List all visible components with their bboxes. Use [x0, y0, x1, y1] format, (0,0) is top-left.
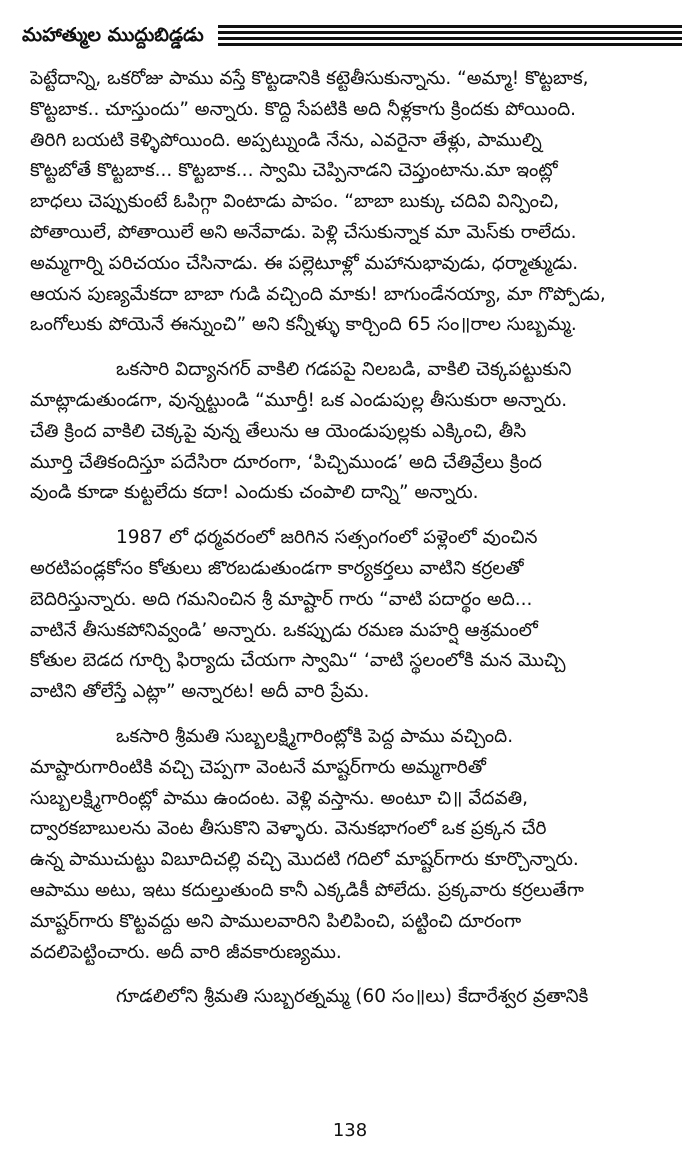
paragraph — [30, 523, 672, 708]
text-line: తిరిగి బయటి కెళ్ళిపోయింది. అప్పట్నుండి నేను, ఎవరైనా తేళ్లు, పాముల్ని — [30, 129, 542, 151]
body-text — [30, 64, 672, 1027]
text-line: మాట్లాడుతుండగా, వున్నట్టుండి “మూర్తీ! ఒక ఎండుపుల్ల తీసుకురా అన్నారు. — [30, 389, 568, 411]
page-number: 138 — [332, 1120, 368, 1141]
text-line: పెట్టేదాన్ని, ఒకరోజు పాము వస్తే కొట్టడానికి కట్టెతీసుకున్నాను. “అమ్మా! కొట్టబాక, — [30, 68, 589, 89]
text-line: ఒకసారి శ్రీమతి సుబ్బలక్ష్మిగారింట్లోకి పెద్ద పాము వచ్చింది. — [116, 725, 514, 747]
header-rule-lines — [218, 25, 682, 49]
text-line: బెదిరిస్తున్నారు. అది గమనించిన శ్రీ మాష్టార్ గారు “వాటి పదార్థం అది... — [30, 588, 533, 610]
text-line: బాధలు చెప్పుకుంటే ఓపిగ్గా వింటాడు పాపం. “బాబా బుక్కు చదివి విన్పించి, — [30, 191, 560, 213]
text-line: సుబ్బలక్ష్మిగారింట్లో పాము ఉందంట. వెళ్లి వస్తాను. అంటూ చి॥ వేదవతి, — [30, 787, 528, 809]
running-header-title: మహాత్ముల ముద్దుబిడ్డడు — [22, 24, 204, 46]
text-line: వదలిపెట్టించారు. అదీ వారి జీవకారుణ్యము. — [30, 941, 342, 963]
text-line: కోతుల బెడద గూర్చి ఫిర్యాదు చేయగా స్వామి“ ‘వాటి స్థలంలోకి మన మొచ్చి — [30, 650, 566, 672]
text-line: ఒంగోలుకు పోయెనే ఈన్నుంచి” అని కన్నీళ్ళు కార్చింది 65 సం॥రాల సుబ్బమ్మ. — [30, 314, 577, 336]
text-line: చేతి క్రింద వాకిలి చెక్కపై వున్న తేలును ఆ యెండుపుల్లకు ఎక్కించి, తీసి — [30, 420, 527, 442]
text-line: ఆపాము అటు, ఇటు కదుల్తుతుంది కానీ ఎక్కడికీ పోలేదు. ప్రక్కవారు కర్రలుతేగా — [30, 879, 584, 901]
text-line: కొట్టబాక.. చూస్తుందు” అన్నారు. కొద్ది సేపటికి అది నీళ్లకాగు క్రిందకు పోయింది. — [30, 98, 577, 120]
text-line: కొట్టబోతే కొట్టబాక... కొట్టబాక... స్వామి చెప్పినాడని చెప్తుంటాను.మా ఇంట్లో — [30, 160, 558, 182]
running-header — [22, 20, 682, 52]
text-line: గూడలిలోని శ్రీమతి సుబ్బరత్నమ్మ (60 సం॥లు) కేదారేశ్వర వ్రతానికి — [116, 986, 589, 1008]
text-line: పోతాయిలే, పోతాయిలే అని అనేవాడు. పెళ్లి చేసుకున్నాక మా మెస్‌కు రాలేదు. — [30, 221, 577, 243]
paragraph — [30, 355, 672, 509]
paragraph — [30, 64, 672, 341]
text-line: వుండి కూడా కుట్టలేదు కదా! ఎందుకు చంపాలి దాన్ని” అన్నారు. — [30, 482, 479, 504]
text-line: వాటిని తోలేస్తే ఎట్లా” అన్నారట! అదీ వారి ప్రేమ. — [30, 681, 370, 703]
text-line: ఉన్న పాముచుట్టు విబూదిచల్లి వచ్చి మొదటి గదిలో మాష్టర్‌గారు కూర్చొన్నారు. — [30, 849, 579, 871]
paragraph — [30, 982, 672, 1013]
text-line: ద్వారకబాబులను వెంట తీసుకొని వెళ్ళారు. వెనుకభాగంలో ఒక ప్రక్కన చేరి — [30, 818, 547, 840]
text-line: ఆయన పుణ్యమేకదా బాబా గుడి వచ్చింది మాకు! బాగుండేనయ్యా, మా గొప్పోడు, — [30, 283, 606, 305]
paragraph — [30, 722, 672, 968]
text-line: మాష్టారుగారింటికి వచ్చి చెప్పగా వెంటనే మాష్టర్‌గారు అమ్మగారితో — [30, 756, 486, 778]
text-line: మూర్తి చేతికందిస్తూ పదేసిరా దూరంగా, ‘పిచ్చిముండ’ అది చేతివ్రేలు క్రింద — [30, 451, 542, 473]
text-line: ఒకసారి విద్యానగర్ వాకిలి గడపపై నిలబడి, వాకిలి చెక్కపట్టుకుని — [116, 359, 572, 381]
text-line: అరటిపండ్లకోసం కోతులు జొరబడుతుండగా కార్యకర్తలు వాటిని కర్రలతో — [30, 557, 524, 579]
text-line: వాటినే తీసుకపోనివ్వండి’ అన్నారు. ఒకప్పుడు రమణ మహర్షి ఆశ్రమంలో — [30, 619, 538, 641]
text-line: మాష్టర్‌గారు కొట్టవద్దు అని పాములవారిని పిలిపించి, పట్టించి దూరంగా — [30, 910, 522, 932]
text-line: 1987 లో ధర్మవరంలో జరిగిన సత్సంగంలో పళ్లెంలో వుంచిన — [116, 527, 538, 549]
text-line: అమ్మగార్ని పరిచయం చేసినాడు. ఈ పల్లెటూళ్లో మహానుభావుడు, ధర్మాత్ముడు. — [30, 252, 579, 274]
